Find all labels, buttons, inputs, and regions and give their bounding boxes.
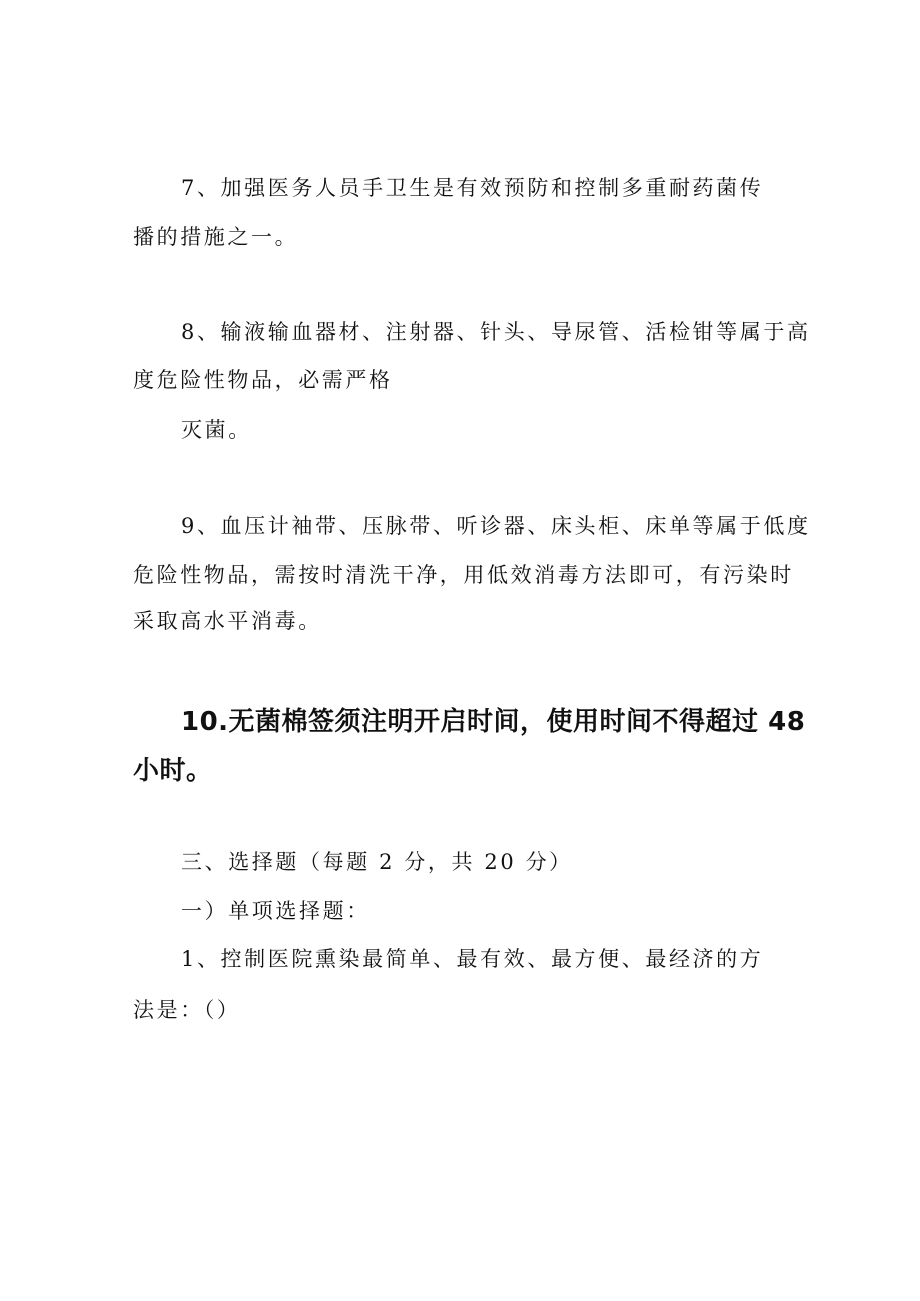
item-7-line-2: 播的措施之一。 [133,225,299,249]
item-8-line-1: 8、输液输血器材、注射器、针头、导尿管、活检钳等属于高 [181,320,811,344]
item-10-line-1: 10.无菌棉签须注明开启时间，使用时间不得超过 48 [181,707,806,737]
question-1-line-2: 法是：（） [133,998,241,1022]
question-1-line-1: 1、控制医院熏染最简单、最有效、最方便、最经济的方 [181,947,764,971]
item-8-line-2: 度危险性物品，必需严格 [133,368,393,392]
item-7-line-1: 7、加强医务人员手卫生是有效预防和控制多重耐药菌传 [181,176,764,200]
item-8-line-3: 灭菌。 [181,418,252,442]
item-9-line-2: 危险性物品，需按时清洗干净，用低效消毒方法即可，有污染时 [133,563,794,587]
section-3-subheading: 一）单项选择题： [181,899,370,923]
item-10-line-2: 小时。 [133,756,213,786]
section-3-heading: 三、选择题（每题 2 分，共 20 分） [181,850,573,874]
item-9-line-3: 采取高水平消毒。 [133,609,322,633]
item-9-line-1: 9、血压计袖带、压脉带、听诊器、床头柜、床单等属于低度 [181,514,811,538]
